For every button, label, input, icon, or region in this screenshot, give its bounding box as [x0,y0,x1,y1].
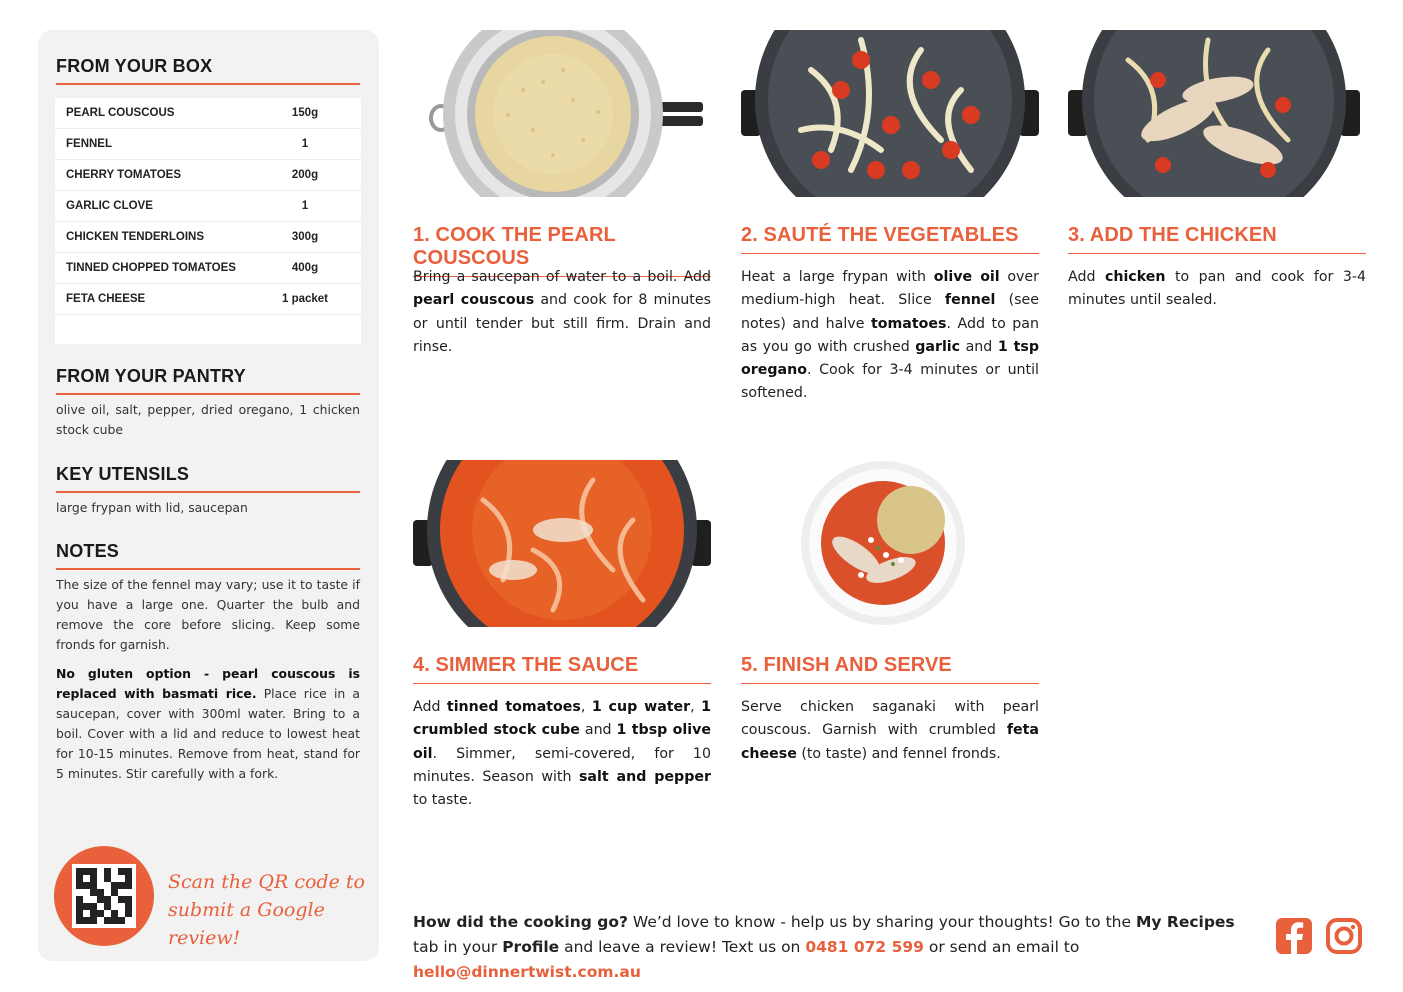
from-your-pantry-heading: FROM YOUR PANTRY [56,366,360,395]
step-text-run: , [690,699,702,715]
qr-module [97,903,104,910]
qr-module [90,889,97,896]
step-1-photo [413,30,711,197]
qr-module [83,868,90,875]
key-utensils-heading: KEY UTENSILS [56,464,360,493]
qr-code[interactable] [72,864,136,928]
facebook-icon[interactable] [1275,917,1313,955]
footer-bold: Profile [502,938,560,956]
qr-module [76,875,83,882]
box-item-name: CHERRY TOMATOES [66,169,182,181]
bold-ingredient: garlic [915,338,961,355]
qr-module [125,889,132,896]
qr-module [90,910,97,917]
step-3-photo [1068,30,1366,197]
box-item-qty: 1 [301,200,309,212]
box-item-name: TINNED CHOPPED TOMATOES [66,262,236,274]
qr-module [97,896,104,903]
gluten-free-note [56,664,360,784]
qr-module [125,903,132,910]
box-item-qty: 1 packet [281,293,329,305]
qr-module [76,868,83,875]
step-text-run: (see notes) and halve [741,292,1039,332]
bold-ingredient: olive oil [933,269,1000,285]
bold-ingredient: 1 cup water [591,699,691,715]
qr-module [104,882,111,889]
footer-bold: How did the cooking go? [413,913,628,931]
step-text-run: to pan and cook for 3-4 minutes until sealed. [1068,269,1366,309]
qr-module [111,889,118,896]
qr-module [97,917,104,924]
qr-module [90,917,97,924]
bold-ingredient: 1 tbsp olive oil [413,722,712,762]
step-text-run: Bring a saucepan of water to a boil. Add [413,269,711,285]
qr-module [111,896,118,903]
step-1-title: 1. COOK THE PEARL COUSCOUS [413,224,711,277]
step-5-photo [741,460,1039,627]
qr-module [104,917,111,924]
step-2-photo [741,30,1039,197]
qr-module [111,903,118,910]
footer-text-run: or send an email to [923,938,1080,956]
box-item-row [55,284,361,315]
box-item-qty: 200g [291,169,319,181]
qr-module [125,882,132,889]
step-text-run: (to taste) and fennel fronds. [796,745,1001,762]
qr-caption-line-2: submit a Google review! [168,899,325,949]
qr-module [118,896,125,903]
qr-module [111,875,118,882]
footer-bold: My Recipes [1135,913,1235,931]
box-item-name: PEARL COUSCOUS [66,107,175,119]
step-3-text [1068,266,1366,313]
step-3-title: 3. ADD THE CHICKEN [1068,224,1366,254]
qr-module [118,875,125,882]
qr-module [111,917,118,924]
qr-module [104,889,111,896]
box-item-row [55,222,361,253]
step-1-text [413,266,711,359]
box-item-qty: 150g [291,107,319,119]
qr-module [83,910,90,917]
bold-ingredient: feta cheese [741,722,1039,762]
step-text-run: . Cook for 3-4 minutes or until softened. [741,362,1039,402]
qr-module [83,889,90,896]
bold-ingredient: tomatoes [870,315,947,332]
step-text-run: over medium-high heat. Slice [741,269,1039,309]
step-4-photo [413,460,711,627]
bold-ingredient: salt and pepper [578,768,711,785]
qr-module [97,875,104,882]
bold-ingredient: tinned tomatoes [446,699,581,715]
footer-text-run: and leave a review! Text us on [559,938,806,956]
step-5-title: 5. FINISH AND SERVE [741,654,1039,684]
qr-module [111,910,118,917]
qr-module [90,868,97,875]
bold-ingredient: 1 crumbled stock cube [413,699,711,739]
qr-module [97,910,104,917]
qr-module [104,903,111,910]
qr-module [104,910,111,917]
step-text-run: and [579,722,617,739]
bold-ingredient: chicken [1104,269,1166,285]
step-text-run: to taste. [413,792,473,809]
step-text-run: Add [413,699,447,715]
step-text-run: and [960,338,998,355]
ingredients-sidebar [38,30,379,961]
qr-module [111,882,118,889]
qr-module [118,903,125,910]
box-item-row [55,129,361,160]
box-item-name: GARLIC CLOVE [66,200,153,212]
box-item-row [55,160,361,191]
step-text-run: , [580,699,592,715]
pantry-text: olive oil, salt, pepper, dried oregano, 1 chicken stock cube [56,402,360,437]
step-text-run: . Simmer, semi-covered, for 10 minutes. Season with [413,745,711,785]
qr-module [83,917,90,924]
instagram-icon[interactable] [1325,917,1363,955]
qr-module [76,882,83,889]
notes-heading: NOTES [56,541,360,570]
qr-module [97,889,104,896]
bold-ingredient: pearl couscous [413,292,535,309]
from-your-box-heading: FROM YOUR BOX [56,56,360,85]
qr-module [83,882,90,889]
box-ingredients-table [55,98,361,344]
qr-module [76,896,83,903]
review-footer-text [413,910,1263,985]
step-text-run: Serve chicken saganaki with pearl couscous. Garnish with crumbled [741,699,1039,739]
qr-module [118,882,125,889]
qr-module [97,868,104,875]
box-item-qty: 400g [291,262,319,274]
gluten-free-note-bold: No gluten option - pearl couscous is replaced with basmati rice. [56,666,360,701]
qr-module [125,910,132,917]
qr-module [118,917,125,924]
box-item-name: CHICKEN TENDERLOINS [66,231,205,243]
box-item-row [55,191,361,222]
qr-module [76,903,83,910]
qr-module [83,896,90,903]
box-item-row [55,98,361,129]
qr-module [90,875,97,882]
qr-module [90,903,97,910]
contact-link[interactable]: 0481 072 599 [805,938,924,956]
qr-module [76,917,83,924]
footer-text-run: We’d love to know - help us by sharing your thoughts! Go to the [627,913,1136,931]
step-2-title: 2. SAUTÉ THE VEGETABLES [741,224,1039,254]
qr-module [125,917,132,924]
step-text-run: and cook for 8 minutes or until tender but still firm. Drain and rinse. [413,292,711,355]
notes-text: The size of the fennel may vary; use it to taste if you have a large one. Quarter the bulb and remove the core before slicing. Keep some fronds for garnish. [56,577,360,652]
qr-caption [168,868,368,952]
qr-module [76,889,83,896]
bold-ingredient: fennel [944,292,996,309]
step-4-text [413,696,711,812]
box-item-qty: 1 [301,138,309,150]
qr-module [97,882,104,889]
step-text-run: . Add to pan as you go with crushed [741,315,1039,355]
qr-module [104,896,111,903]
step-5-text [741,696,1039,766]
step-text-run: Add [1068,269,1105,285]
box-item-name: FETA CHEESE [66,293,146,305]
qr-module [83,903,90,910]
step-text-run: Heat a large frypan with [741,269,934,285]
gluten-free-note-text: Place rice in a saucepan, cover with 300ml water. Bring to a boil. Cover with a lid and reduce to lowest heat for 10-15 minutes. Remove from heat, stand for 5 minutes. Stir carefully with a fork. [56,686,360,781]
box-item-name: FENNEL [66,138,112,150]
box-item-qty: 300g [291,231,319,243]
qr-caption-line-1: Scan the QR code to [168,871,365,893]
qr-module [76,910,83,917]
bold-ingredient: 1 tsp oregano [741,338,1040,379]
qr-module [118,910,125,917]
footer-text-run: tab in your [413,938,503,956]
step-4-title: 4. SIMMER THE SAUCE [413,654,711,684]
qr-module [104,868,111,875]
qr-module [125,868,132,875]
qr-module [125,875,132,882]
box-item-row [55,253,361,284]
qr-module [90,882,97,889]
qr-module [83,875,90,882]
qr-module [118,889,125,896]
qr-module [104,875,111,882]
utensils-text: large frypan with lid, saucepan [56,500,248,515]
contact-link[interactable]: hello@dinnertwist.com.au [413,963,641,981]
step-2-text [741,266,1039,406]
qr-module [118,868,125,875]
qr-module [90,896,97,903]
qr-module [111,868,118,875]
qr-module [125,896,132,903]
qr-code-badge[interactable] [54,846,154,946]
